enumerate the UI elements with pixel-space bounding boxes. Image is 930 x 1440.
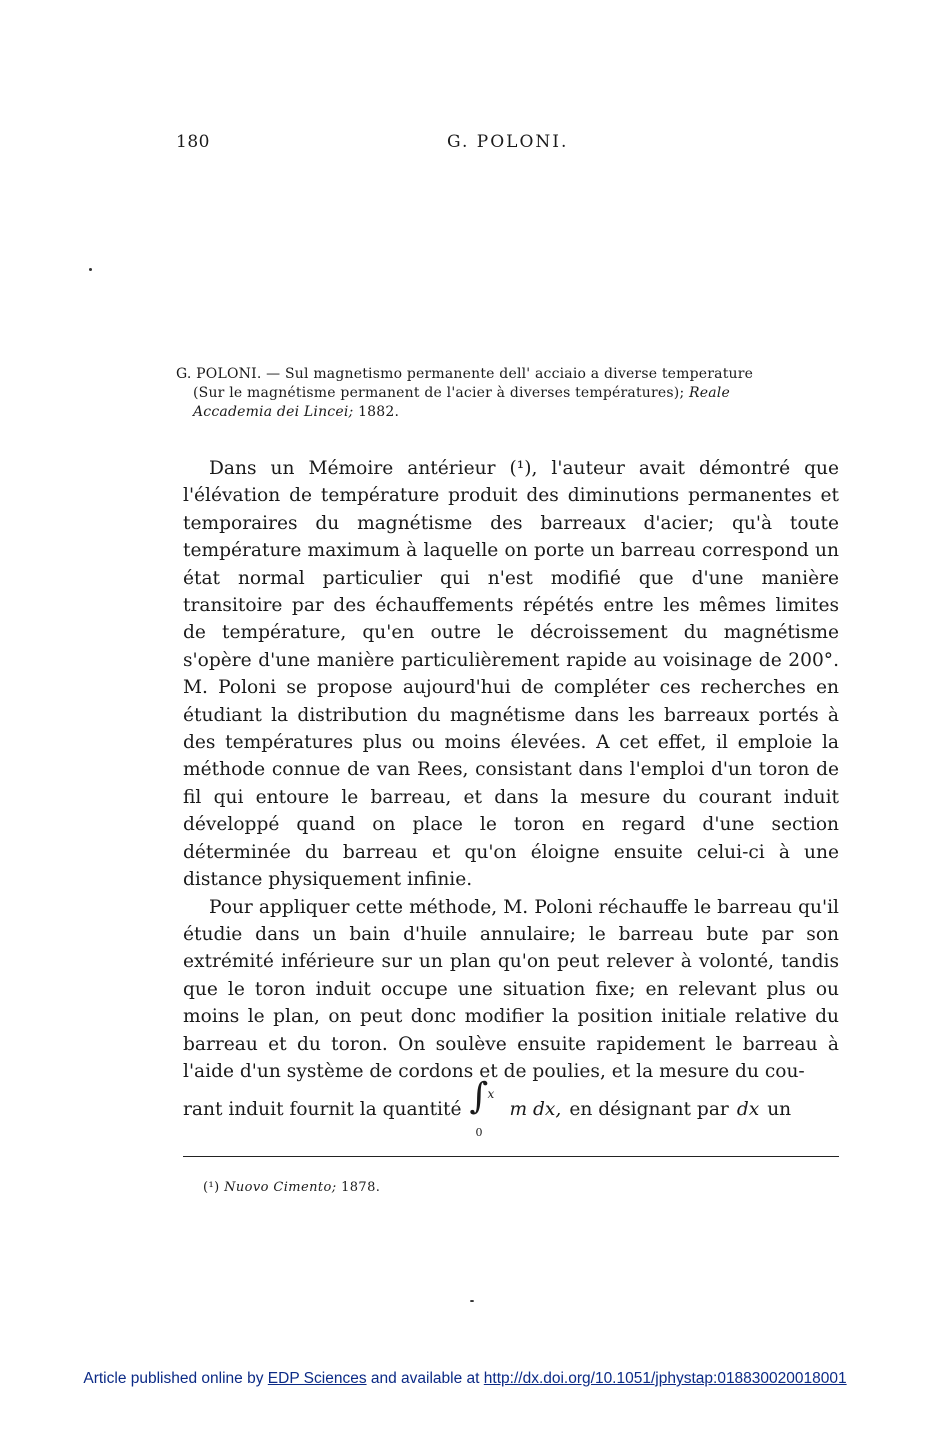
reference-line-1: G. POLONI. — Sul magnetismo permanente dell' acciaio a diverse temperature [176, 366, 754, 382]
footnote-year: 1878. [341, 1180, 381, 1195]
article-reference [176, 365, 838, 422]
footnote [203, 1180, 380, 1195]
running-title: G. POLONI. [447, 132, 569, 152]
body-text [183, 455, 839, 1140]
reference-line-3 [176, 403, 838, 422]
page-speck [470, 1300, 474, 1302]
integral-lower-limit: 0 [475, 1126, 483, 1140]
footnote-rule [183, 1156, 839, 1157]
paragraph-2: Pour appliquer cette méthode, M. Poloni réchauffe le barreau qu'il étudie dans un bain d'huile annulaire; le barreau bute par son extrémité inférieure sur un plan qu'on peut relever à volonté, tandis que le toron induit occupe une situation fixe; en relevant plus ou moins le plan, on peut donc modifier la position initiale relative du barreau et du toron. On soulève ensuite rapidement le barreau à l'aide d'un système de cordons et de poulies, et la mesure du cou- [183, 896, 839, 1082]
integral-line-lead: rant induit fournit la quantité [183, 1098, 462, 1120]
paragraph-1: Dans un Mémoire antérieur (¹), l'auteur avait démontré que l'élévation de température produit des diminutions permanentes et temporaires du magnétisme des barreaux d'acier; qu'à toute température maximum à laquelle on porte un barreau correspond un état normal particulier qui n'est modifié que d'une manière transitoire par des échauffements répétés entre les mêmes limites de température, qu'en outre le décroissement du magnétisme s'opère d'une manière particulièrement rapide au voisinage de 200°. M. Poloni se propose aujourd'hui de compléter ces recherches en étudiant la distribution du magnétisme dans les barreaux portés à des températures plus ou moins élevées. A cet effet, il emploie la méthode connue de van Rees, consistant dans l'emploi d'un toron de fil qui entoure le barreau, et dans la mesure du courant induit développé quand on place le toron en regard d'une section déterminée du barreau et qu'on éloigne ensuite celui-ci à une distance physiquement infinie. [183, 458, 839, 891]
reference-journal-part1: Reale [689, 385, 730, 401]
integral-sign: ∫ x 0 [465, 1089, 505, 1129]
footnote-journal: Nuovo Cimento; [224, 1180, 337, 1195]
footnote-marker: (¹) [203, 1180, 220, 1195]
integral-line-mid: en désignant par [569, 1098, 729, 1120]
publisher-line [0, 1370, 930, 1388]
reference-year: 1882. [358, 404, 400, 420]
publisher-middle: and available at [370, 1370, 480, 1387]
running-head [0, 132, 930, 156]
integral-line-var: dx [736, 1098, 760, 1120]
reference-french-title: (Sur le magnétisme permanent de l'acier à diverses températures); [193, 385, 685, 401]
doi-link[interactable]: http://dx.doi.org/10.1051/jphystap:018830020018001 [483, 1370, 847, 1387]
reference-journal-part2: Accademia dei Lincei; [193, 404, 354, 420]
reference-line-2 [176, 384, 838, 403]
integrand: m dx, [509, 1098, 562, 1120]
publisher-prefix: Article published online by [83, 1370, 264, 1387]
edp-sciences-link[interactable]: EDP Sciences [267, 1370, 367, 1387]
integral-upper-limit: x [487, 1087, 495, 1102]
integral-line-end: un [767, 1098, 792, 1120]
page-number: 180 [176, 132, 210, 152]
margin-speck [89, 268, 92, 271]
integral-line [183, 1076, 839, 1140]
